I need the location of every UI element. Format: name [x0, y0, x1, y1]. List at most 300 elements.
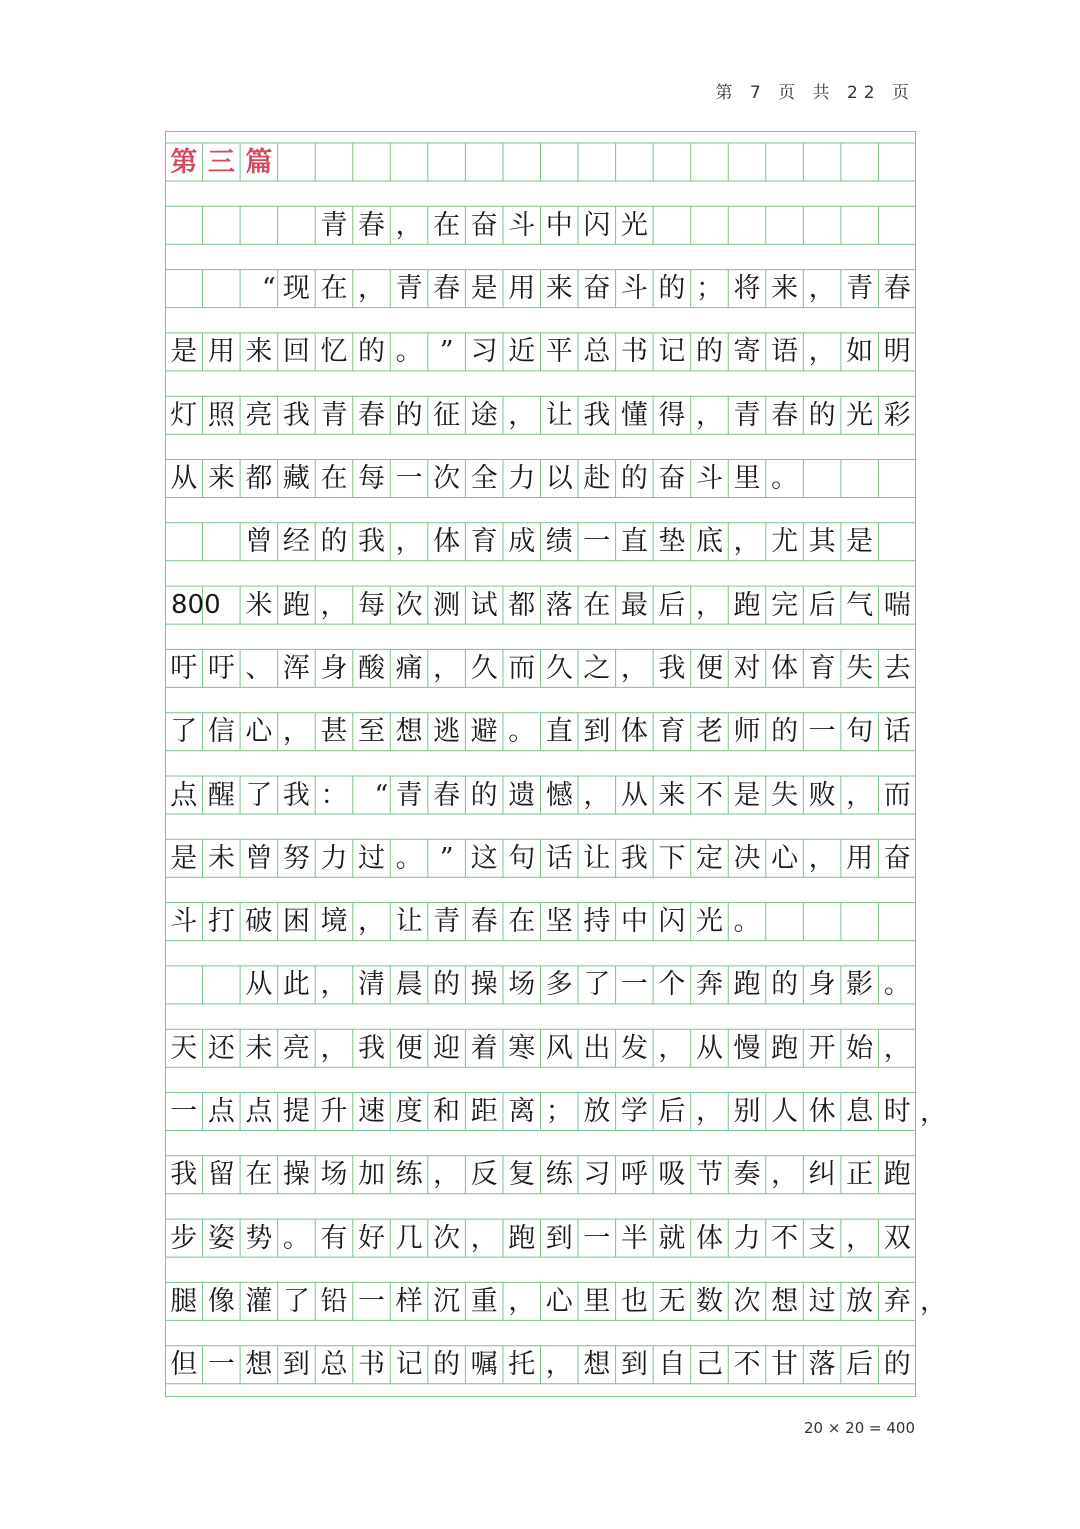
grid-char: ， [883, 1032, 911, 1064]
body-line [165, 966, 916, 1004]
grid-char: 春 [470, 906, 498, 938]
grid-char: 至 [358, 716, 386, 748]
grid-char: 了 [282, 1285, 310, 1317]
grid-char: 迎 [433, 1032, 461, 1064]
body-line [165, 1346, 916, 1384]
grid-char: 奋 [470, 209, 498, 241]
grid-char: 用 [508, 273, 536, 305]
grid-char: 体 [695, 1222, 723, 1254]
grid-char: 力 [508, 463, 536, 494]
grid-char: 去 [883, 652, 911, 684]
grid-char: 奋 [583, 273, 611, 305]
grid-char: 信 [207, 716, 235, 748]
body-line [165, 1156, 916, 1194]
grid-char: 不 [771, 1222, 799, 1254]
word-count-footer: 20 × 20 = 400 [803, 1419, 915, 1437]
grid-char: 息 [846, 1096, 874, 1127]
grid-char: 自 [658, 1349, 686, 1381]
grid-char: ， [846, 779, 874, 811]
grid-char: 青 [395, 273, 423, 305]
grid-char: ” [439, 842, 454, 874]
grid-char: 途 [470, 399, 498, 431]
grid-char: 半 [620, 1222, 648, 1254]
grid-char: ” [439, 336, 454, 368]
grid-char: ， [808, 336, 836, 368]
grid-char: ； [695, 273, 723, 305]
grid-char: 败 [808, 779, 836, 811]
grid-char: 在 [508, 906, 536, 938]
grid-char: 闪 [658, 906, 686, 938]
grid-char: 了 [583, 969, 611, 1001]
grid-char: ， [358, 906, 386, 938]
grid-char: 在 [320, 463, 348, 494]
body-line [165, 1219, 916, 1257]
grid-char: 沉 [433, 1285, 461, 1317]
grid-char: ， [508, 1285, 536, 1317]
grid-char: 未 [207, 842, 235, 874]
grid-char: 奋 [883, 842, 911, 874]
grid-char: 近 [508, 336, 536, 368]
grid-char: 跑 [771, 1032, 799, 1064]
grid-char: 样 [395, 1285, 423, 1317]
grid-char: 想 [245, 1349, 273, 1381]
grid-char: 记 [658, 336, 686, 368]
grid-char: 破 [245, 906, 273, 938]
grid-char: 困 [282, 906, 310, 938]
grid-char: 不 [733, 1349, 761, 1381]
grid-char: 留 [207, 1159, 235, 1191]
grid-char: 境 [320, 906, 348, 938]
grid-char: 句 [508, 842, 536, 874]
grid-char: 发 [620, 1032, 648, 1064]
grid-char: 双 [883, 1222, 911, 1254]
grid-char: 想 [395, 716, 423, 748]
grid-char: 我 [583, 399, 611, 431]
grid-char: 身 [320, 652, 348, 684]
grid-char: 学 [620, 1096, 648, 1127]
grid-char: 场 [508, 969, 536, 1001]
grid-char: 是 [733, 779, 761, 811]
grid-char: ， [695, 1096, 723, 1127]
grid-char: 这 [470, 842, 498, 874]
grid-char: 青 [320, 399, 348, 431]
grid-char: 经 [282, 526, 310, 558]
grid-char: 次 [733, 1285, 761, 1317]
grid-char: 失 [771, 779, 799, 811]
grid-char: 灯 [170, 399, 198, 431]
grid-char: 此 [282, 969, 310, 1001]
grid-char: 完 [771, 589, 799, 621]
grid-char: 过 [808, 1285, 836, 1317]
grid-char: 纠 [808, 1159, 836, 1191]
grid-char: 后 [658, 589, 686, 621]
grid-char: 记 [395, 1349, 423, 1381]
grid-lines [165, 131, 916, 1397]
body-line [165, 649, 916, 687]
grid-char: 。 [395, 336, 423, 368]
grid-char: 的 [395, 399, 423, 431]
grid-char: 而 [883, 779, 911, 811]
grid-char: 平 [545, 336, 573, 368]
grid-char: 从 [170, 463, 198, 494]
grid-char: 操 [470, 969, 498, 1001]
grid-char: 。 [508, 716, 536, 748]
grid-char: 而 [508, 652, 536, 684]
grid-char: 的 [658, 273, 686, 305]
grid-char: 得 [658, 399, 686, 431]
grid-char: 的 [320, 526, 348, 558]
grid-char: 育 [808, 652, 836, 684]
grid-char: 垫 [658, 526, 686, 558]
grid-char: 离 [508, 1096, 536, 1127]
essay-title [165, 206, 916, 244]
grid-char: 点 [245, 1096, 273, 1127]
grid-char: 赴 [583, 463, 611, 494]
grid-char: 一 [170, 1096, 198, 1127]
grid-char: 在 [433, 209, 461, 241]
grid-char: 的 [771, 969, 799, 1001]
grid-char: 腿 [170, 1285, 198, 1317]
grid-char: 吁 [207, 652, 235, 684]
grid-char: 第 [170, 146, 198, 178]
grid-char: 照 [207, 399, 235, 431]
grid-char: 藏 [282, 463, 310, 494]
grid-char: 坚 [545, 906, 573, 938]
grid-char: 步 [170, 1222, 198, 1254]
grid-char: 风 [545, 1032, 573, 1064]
grid-char: 次 [433, 463, 461, 494]
grid-border [166, 132, 916, 1397]
grid-char: 想 [771, 1285, 799, 1317]
grid-char: 都 [245, 463, 273, 494]
grid-char: 光 [620, 209, 648, 241]
grid-char: 寒 [508, 1032, 536, 1064]
grid-char: 跑 [883, 1159, 911, 1191]
grid-char: 我 [358, 1032, 386, 1064]
grid-char: 失 [846, 652, 874, 684]
grid-char: 来 [658, 779, 686, 811]
grid-char: 斗 [695, 463, 723, 494]
grid-char: 春 [358, 399, 386, 431]
grid-char: 心 [771, 842, 799, 874]
grid-char: 800 [171, 590, 221, 621]
grid-char: 决 [733, 842, 761, 874]
grid-char: 距 [470, 1096, 498, 1127]
grid-char: ， [433, 1159, 461, 1191]
grid-char: 次 [433, 1222, 461, 1254]
grid-char: ， [658, 1032, 686, 1064]
grid-char: 但 [170, 1349, 198, 1381]
grid-char: ， [508, 399, 536, 431]
grid-char: 酸 [358, 652, 386, 684]
grid-char: 痛 [395, 652, 423, 684]
grid-char: 。 [733, 906, 761, 938]
grid-char: 让 [583, 842, 611, 874]
grid-char: 逃 [433, 716, 461, 748]
grid-char: 了 [170, 716, 198, 748]
grid-char: 青 [733, 399, 761, 431]
grid-char: 、 [245, 652, 273, 684]
grid-char: 每 [358, 463, 386, 494]
grid-char: 心 [545, 1285, 573, 1317]
grid-char: 在 [245, 1159, 273, 1191]
grid-char: ， [846, 1222, 874, 1254]
grid-char: 寄 [733, 336, 761, 368]
grid-char: 一 [207, 1349, 235, 1381]
grid-char: 的 [470, 779, 498, 811]
grid-char: 正 [846, 1159, 874, 1191]
grid-char: 未 [245, 1032, 273, 1064]
grid-char: 持 [583, 906, 611, 938]
grid-char: 跑 [733, 589, 761, 621]
grid-char: 曾 [245, 842, 273, 874]
grid-char: 光 [846, 399, 874, 431]
grid-char: 久 [545, 652, 573, 684]
grid-char: 的 [771, 716, 799, 748]
grid-char: 甘 [771, 1349, 799, 1381]
grid-char: 开 [808, 1032, 836, 1064]
grid-char: 总 [320, 1349, 348, 1381]
grid-char: 青 [395, 779, 423, 811]
grid-char: 句 [846, 716, 874, 748]
grid-char: 到 [282, 1349, 310, 1381]
grid-char: ， [433, 652, 461, 684]
grid-char: ， [320, 969, 348, 1001]
grid-char: “ [374, 779, 389, 811]
grid-char: 打 [207, 906, 235, 938]
grid-char: 后 [808, 589, 836, 621]
manuscript-grid [165, 131, 947, 1397]
grid-char: 最 [620, 589, 648, 621]
grid-char: 下 [658, 842, 686, 874]
grid-char: 从 [620, 779, 648, 811]
grid-char: 体 [620, 716, 648, 748]
body-line [165, 1029, 916, 1067]
grid-char: 斗 [620, 273, 648, 305]
grid-char: 避 [470, 716, 498, 748]
grid-char: 里 [583, 1285, 611, 1317]
grid-char: 升 [320, 1096, 348, 1127]
grid-char: 我 [620, 842, 648, 874]
grid-char: 一 [583, 1222, 611, 1254]
grid-char: 成 [508, 526, 536, 558]
grid-char: ； [545, 1096, 573, 1127]
grid-char: 着 [470, 1032, 498, 1064]
grid-char: 影 [846, 969, 874, 1001]
grid-char: 落 [545, 589, 573, 621]
grid-char: 。 [395, 842, 423, 874]
grid-char: 春 [771, 399, 799, 431]
grid-char: 力 [733, 1222, 761, 1254]
grid-char: 和 [433, 1096, 461, 1127]
grid-char: 好 [358, 1222, 386, 1254]
grid-char: 习 [583, 1159, 611, 1191]
grid-char: 春 [883, 273, 911, 305]
grid-char: ， [320, 589, 348, 621]
grid-char: 人 [771, 1096, 799, 1127]
grid-char: ， [320, 1032, 348, 1064]
grid-char: 米 [245, 589, 273, 621]
grid-char: 书 [358, 1349, 386, 1381]
grid-char: 青 [433, 906, 461, 938]
grid-char: 吸 [658, 1159, 686, 1191]
grid-char: 定 [695, 842, 723, 874]
grid-char: 数 [695, 1285, 723, 1317]
grid-char: 。 [883, 969, 911, 1001]
grid-char: 后 [658, 1096, 686, 1127]
grid-char: ， [808, 273, 836, 305]
grid-char: 便 [395, 1032, 423, 1064]
grid-char: 的 [808, 399, 836, 431]
overflow-punctuation: ， [920, 1096, 947, 1128]
grid-char: 其 [808, 526, 836, 558]
body-line [165, 586, 916, 624]
page-number: 第 7 页 共 22 页 [715, 83, 915, 103]
grid-char: 落 [808, 1349, 836, 1381]
grid-char: 呼 [620, 1159, 648, 1191]
grid-char: 遗 [508, 779, 536, 811]
grid-char: 出 [583, 1032, 611, 1064]
grid-char: 都 [508, 589, 536, 621]
grid-char: 青 [846, 273, 874, 305]
grid-char: ， [808, 842, 836, 874]
grid-char: 场 [320, 1159, 348, 1191]
grid-char: 弃 [883, 1285, 911, 1317]
grid-char: 一 [583, 526, 611, 558]
grid-char: 闪 [583, 209, 611, 241]
grid-char: 节 [695, 1159, 723, 1191]
grid-char: 加 [358, 1159, 386, 1191]
grid-char: 育 [470, 526, 498, 558]
grid-char: 清 [358, 969, 386, 1001]
grid-char: 到 [583, 716, 611, 748]
grid-char: ， [695, 399, 723, 431]
grid-char: 到 [545, 1222, 573, 1254]
grid-char: ， [282, 716, 310, 748]
grid-char: 是 [170, 336, 198, 368]
grid-char: 明 [883, 336, 911, 368]
grid-char: 我 [658, 652, 686, 684]
grid-char: 语 [771, 336, 799, 368]
grid-char: ， [733, 526, 761, 558]
grid-char: ， [395, 526, 423, 558]
body-line [165, 523, 916, 561]
grid-char: 还 [207, 1032, 235, 1064]
grid-char: 老 [695, 716, 723, 748]
grid-char: 放 [583, 1096, 611, 1127]
grid-char: 书 [620, 336, 648, 368]
grid-char: 久 [470, 652, 498, 684]
grid-char: 次 [395, 589, 423, 621]
grid-char: 中 [620, 906, 648, 938]
grid-char: 别 [733, 1096, 761, 1127]
grid-char: 是 [846, 526, 874, 558]
grid-char: ， [545, 1349, 573, 1381]
grid-char: 身 [808, 969, 836, 1001]
grid-char: ， [695, 589, 723, 621]
grid-char: 测 [433, 589, 461, 621]
grid-char: 有 [320, 1222, 348, 1254]
grid-char: 的 [358, 336, 386, 368]
grid-char: 不 [695, 779, 723, 811]
grid-char: 跑 [733, 969, 761, 1001]
body-line [165, 1093, 947, 1131]
grid-char: 以 [545, 463, 573, 494]
grid-char: 篇 [245, 146, 273, 178]
grid-char: 了 [245, 779, 273, 811]
grid-char: 后 [846, 1349, 874, 1381]
grid-char: 一 [808, 716, 836, 748]
grid-char: ， [470, 1222, 498, 1254]
grid-char: 始 [846, 1032, 874, 1064]
grid-char: 度 [395, 1096, 423, 1127]
grid-char: 我 [358, 526, 386, 558]
grid-char: 天 [170, 1032, 198, 1064]
grid-char: 的 [695, 336, 723, 368]
grid-char: 如 [846, 336, 874, 368]
grid-char: 彩 [883, 399, 911, 431]
grid-char: “ [261, 273, 276, 305]
grid-char: 每 [358, 589, 386, 621]
grid-char: 的 [433, 969, 461, 1001]
grid-char: 话 [883, 716, 911, 748]
grid-char: 斗 [508, 209, 536, 241]
grid-char: 憾 [545, 779, 573, 811]
body-line [165, 333, 916, 371]
grid-char: 青 [320, 209, 348, 241]
grid-char: 体 [771, 652, 799, 684]
grid-char: 直 [545, 716, 573, 748]
overflow-punctuation: ， [920, 1286, 947, 1318]
grid-char: 力 [320, 842, 348, 874]
grid-char: 姿 [207, 1222, 235, 1254]
grid-char: 试 [470, 589, 498, 621]
grid-char: 体 [433, 526, 461, 558]
grid-char: 奏 [733, 1159, 761, 1191]
grid-char: ， [583, 779, 611, 811]
section-label [165, 143, 916, 181]
grid-char: 。 [771, 463, 799, 494]
grid-char: 现 [282, 273, 310, 305]
grid-char: 过 [358, 842, 386, 874]
grid-char: 让 [395, 906, 423, 938]
grid-char: 一 [620, 969, 648, 1001]
grid-char: 话 [545, 842, 573, 874]
grid-char: 提 [282, 1096, 310, 1127]
grid-char: 春 [433, 273, 461, 305]
grid-char: 绩 [545, 526, 573, 558]
grid-char: 像 [207, 1285, 235, 1317]
grid-char: 晨 [395, 969, 423, 1001]
body-line [165, 776, 916, 814]
grid-char: 努 [282, 842, 310, 874]
grid-char: ， [395, 209, 423, 241]
grid-char: 一 [395, 463, 423, 494]
grid-char: 里 [733, 463, 761, 494]
grid-char: 反 [470, 1159, 498, 1191]
grid-char: 放 [846, 1285, 874, 1317]
grid-char: 练 [395, 1159, 423, 1191]
grid-char: 奋 [658, 463, 686, 494]
body-line [165, 396, 916, 434]
grid-char: 重 [470, 1285, 498, 1317]
grid-char: 跑 [508, 1222, 536, 1254]
grid-char: 点 [170, 779, 198, 811]
grid-char: 光 [695, 906, 723, 938]
grid-char: 。 [282, 1222, 310, 1254]
grid-char: 曾 [245, 526, 273, 558]
grid-char: 春 [358, 209, 386, 241]
